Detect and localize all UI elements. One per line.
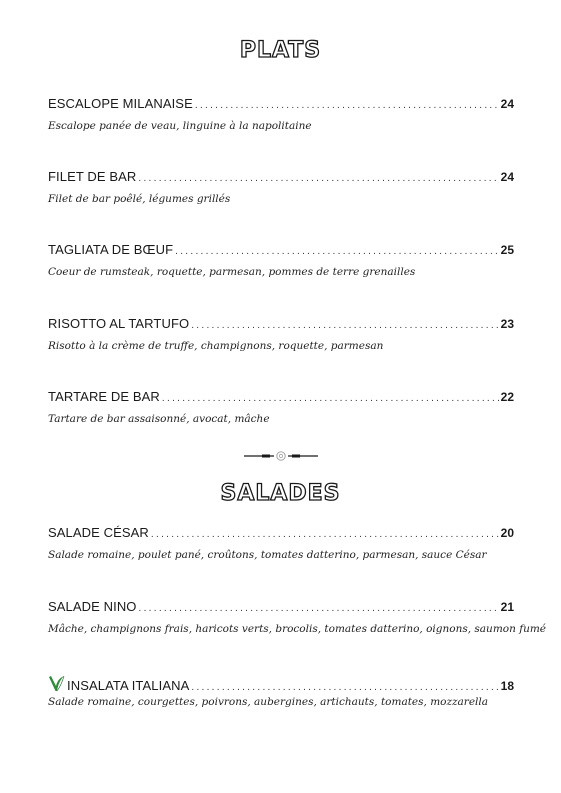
item-description: Tartare de bar assaisonné, avocat, mâche [48,413,270,425]
item-price: 24 [500,97,514,111]
item-name: TARTARE DE BAR [48,389,160,404]
menu-item-tagliata-de-boeuf [48,242,514,278]
item-description: Escalope panée de veau, linguine à la napolitaine [48,120,312,132]
menu-item-escalope-milanaise [48,96,514,132]
item-price: 23 [500,317,514,331]
dot-leader [195,100,499,111]
item-description: Filet de bar poêlé, légumes grillés [48,193,231,205]
item-price: 24 [500,170,514,184]
dot-leader [139,603,499,614]
dot-leader [191,320,498,331]
menu-item-tartare-de-bar [48,389,514,425]
item-description: Risotto à la crème de truffe, champignons, roquette, parmesan [48,340,384,352]
item-name: RISOTTO AL TARTUFO [48,316,190,331]
item-name: FILET DE BAR [48,169,137,184]
section-title-salades: SALADES [220,481,341,506]
menu-item-salade-cesar [48,525,514,561]
item-name: TAGLIATA DE BŒUF [48,242,174,257]
item-price: 21 [500,600,514,614]
item-description: Mâche, champignons frais, haricots verts, brocolis, tomates datterino, oignons, saumon fumé [48,623,547,635]
item-price: 20 [500,526,514,540]
item-price: 22 [500,390,514,404]
dot-leader [151,529,499,540]
dot-leader [191,682,498,693]
item-price: 18 [500,679,514,693]
dot-leader [162,393,499,404]
item-price: 25 [500,243,514,257]
item-name: SALADE CÉSAR [48,525,149,540]
item-name: ESCALOPE MILANAISE [48,96,193,111]
menu-item-filet-de-bar [48,169,514,205]
menu-item-insalata-italiana [48,672,514,708]
vegetarian-leaf-icon [48,675,65,693]
menu-item-salade-nino [48,599,547,635]
item-description: Salade romaine, poulet pané, croûtons, tomates datterino, parmesan, sauce César [48,549,487,561]
item-name: SALADE NINO [48,599,137,614]
dot-leader [138,173,498,184]
item-description: Salade romaine, courgettes, poivrons, aubergines, artichauts, tomates, mozzarella [48,696,489,708]
item-description: Coeur de rumsteak, roquette, parmesan, pommes de terre grenailles [48,266,416,278]
menu-item-risotto-al-tartufo [48,316,514,352]
ornament-divider-icon [244,449,318,463]
dot-leader [175,246,499,257]
section-title-plats: PLATS [239,38,322,63]
item-name: INSALATA ITALIANA [67,678,190,693]
